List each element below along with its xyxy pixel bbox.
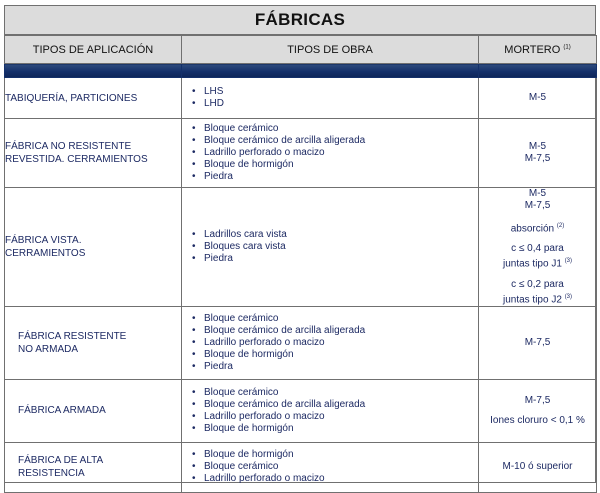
header-mortero-note: (1)	[563, 43, 571, 50]
list-item: • Bloque cerámico	[192, 387, 478, 399]
obras-cell	[182, 78, 479, 119]
mortero-cell	[479, 442, 597, 492]
mortero-j1-line2: juntas tipo J1 $^{(3)}$	[502, 258, 573, 270]
mortero-value: M-7,5	[524, 200, 551, 211]
obras-cell	[182, 119, 479, 188]
list-item: • Piedra	[192, 171, 478, 183]
mortero-j2-line1: c ≤ 0,2 para	[511, 278, 564, 290]
list-item: • Ladrillo perforado o macizo	[192, 473, 478, 485]
aplicacion-cell	[5, 442, 182, 492]
table-row	[5, 306, 597, 379]
obras-list	[182, 387, 478, 435]
aplicacion-line: FÁBRICA RESISTENTE	[18, 330, 127, 342]
table-title: FÁBRICAS	[4, 5, 596, 35]
obras-list	[182, 313, 478, 373]
list-item: • LHD	[192, 98, 478, 110]
list-item: • Piedra	[192, 253, 478, 265]
mortero-cell	[479, 188, 597, 307]
mortero-value: M-7,5	[524, 336, 551, 348]
mortero-value: M-7,5	[524, 153, 551, 164]
aplicacion-cell	[5, 188, 182, 307]
header-band	[5, 64, 597, 78]
obras-cell	[182, 442, 479, 492]
header-mortero	[479, 36, 597, 64]
mortero-value: M-7,5	[524, 394, 551, 406]
mortero-value: M-5	[528, 141, 547, 152]
mortero-absorcion: absorción $^{(2)}$	[510, 223, 565, 235]
list-item: • Bloque de hormigón	[192, 449, 478, 461]
aplicacion-cell	[5, 78, 182, 119]
table-row	[5, 379, 597, 442]
aplicacion-line: CERRAMIENTOS	[5, 247, 86, 259]
aplicacion-line: RESISTENCIA	[18, 468, 85, 480]
obras-cell	[182, 306, 479, 379]
mortero-cell	[479, 306, 597, 379]
list-item: • Bloque de hormigón	[192, 349, 478, 361]
obras-cell	[182, 379, 479, 442]
aplicacion-line: FÁBRICA NO RESISTENTE	[5, 141, 132, 152]
list-item: • Bloque cerámico	[192, 313, 478, 325]
mortero-cell	[479, 78, 597, 119]
list-item: • Bloques cara vista	[192, 241, 478, 253]
list-item: • Ladrillos cara vista	[192, 229, 478, 241]
list-item: • Ladrillo perforado o macizo	[192, 411, 478, 423]
aplicacion-cell	[5, 119, 182, 188]
mortero-value: M-10 ó superior	[502, 461, 573, 473]
aplicacion-line: FÁBRICA ARMADA	[18, 405, 106, 417]
fabricas-table	[4, 35, 597, 493]
list-item: • Bloque cerámico	[192, 461, 478, 473]
list-item: • LHS	[192, 86, 478, 98]
list-item: • Bloque de hormigón	[192, 423, 478, 435]
table-row	[5, 442, 597, 492]
aplicacion-line: NO ARMADA	[18, 343, 79, 355]
header-mortero-label: MORTERO	[504, 43, 561, 56]
obras-list	[182, 229, 478, 265]
table-row	[5, 188, 597, 307]
obras-list	[182, 86, 478, 110]
header-tipos-aplicacion: TIPOS DE APLICACIÓN	[5, 36, 182, 64]
list-item: • Bloque cerámico	[192, 123, 478, 135]
list-item: • Piedra	[192, 361, 478, 373]
list-item: • Ladrillo perforado o macizo	[192, 147, 478, 159]
table-row	[5, 78, 597, 119]
aplicacion-cell	[5, 306, 182, 379]
list-item: • Bloque de hormigón	[192, 159, 478, 171]
obras-cell	[182, 188, 479, 307]
obras-list	[182, 123, 478, 183]
aplicacion-line: FÁBRICA VISTA.	[5, 234, 82, 246]
mortero-j1-line1: c ≤ 0,4 para	[511, 243, 564, 255]
aplicacion-line: FÁBRICA DE ALTA	[18, 455, 104, 467]
mortero-iones: Iones cloruro < 0,1 %	[490, 414, 585, 426]
mortero-j2-line2: juntas tipo J2 $^{(3)}$	[502, 293, 573, 305]
mortero-value: M-5	[528, 188, 547, 199]
aplicacion-line: REVESTIDA. CERRAMIENTOS	[5, 154, 148, 165]
aplicacion-line: TABIQUERÍA, PARTICIONES	[5, 92, 138, 104]
mortero-cell	[479, 119, 597, 188]
list-item: • Bloque cerámico de arcilla aligerada	[192, 399, 478, 411]
mortero-value: M-5	[528, 92, 547, 103]
list-item: • Bloque cerámico de arcilla aligerada	[192, 135, 478, 147]
header-tipos-obra: TIPOS DE OBRA	[182, 36, 479, 64]
list-item: • Ladrillo perforado o macizo	[192, 337, 478, 349]
aplicacion-cell	[5, 379, 182, 442]
obras-list	[182, 449, 478, 485]
table-row	[5, 119, 597, 188]
list-item: • Bloque cerámico de arcilla aligerada	[192, 325, 478, 337]
mortero-cell	[479, 379, 597, 442]
